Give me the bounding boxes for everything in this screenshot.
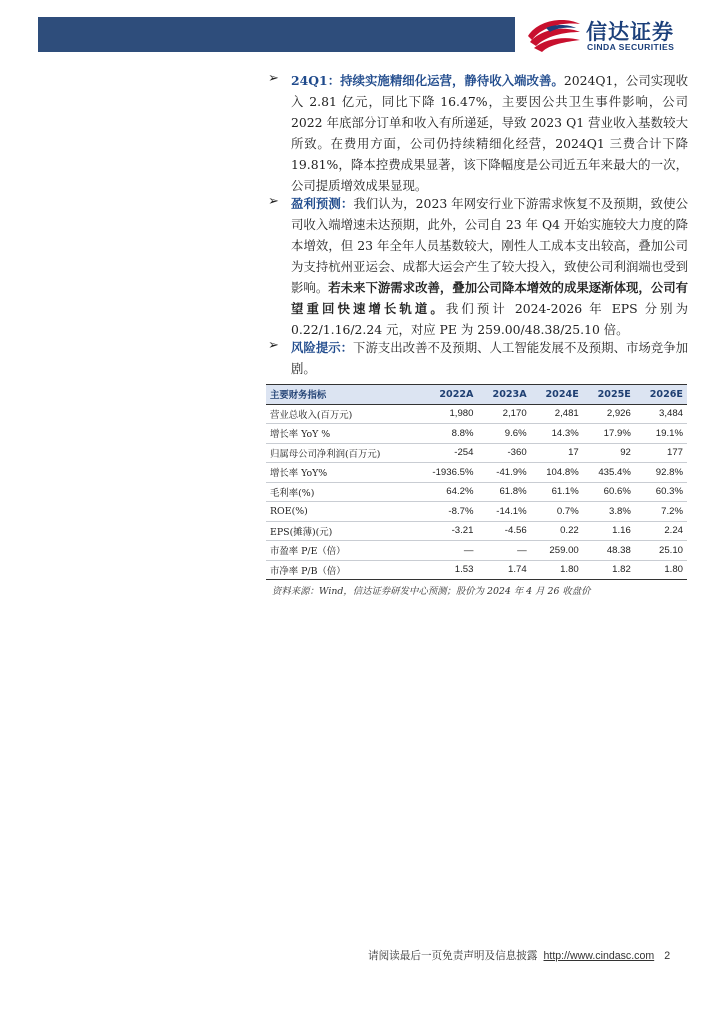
row-label: 增长率 YoY% [266, 463, 416, 483]
table-cell: 9.6% [477, 424, 530, 444]
table-row [266, 502, 687, 522]
row-label: EPS(摊薄)(元) [266, 521, 416, 541]
table-cell: 435.4% [583, 463, 635, 483]
bullet-title: 24Q1：持续实施精细化运营，静待收入端改善。 [291, 73, 564, 88]
table-cell: 177 [635, 443, 687, 463]
table-header-cell: 2026E [635, 385, 687, 405]
table-cell: 19.1% [635, 424, 687, 444]
table-row [266, 541, 687, 561]
table-cell: 1,980 [416, 404, 478, 424]
table-cell: 60.3% [635, 482, 687, 502]
bullet-text [291, 70, 688, 196]
table-cell: 1.80 [531, 560, 583, 580]
table-cell: 0.7% [531, 502, 583, 522]
table-cell: 14.3% [531, 424, 583, 444]
bullet-body: 下游支出改善不及预期、人工智能发展不及预期、市场竞争加剧。 [291, 340, 689, 376]
disclaimer-notice: 请阅读最后一页免责声明及信息披露 [368, 950, 538, 962]
row-label: 归属母公司净利润(百万元) [266, 443, 416, 463]
table-header-cell: 2023A [477, 385, 530, 405]
bullet-tail: 我们预计 2024-2026 年 EPS 分别为 0.22/1.16/2.24 元，对应 PE 为 259.00/48.38/25.10 倍。 [291, 301, 688, 337]
row-label: 市净率 P/B（倍） [266, 560, 416, 580]
table-cell: 92 [583, 443, 635, 463]
table-row [266, 424, 687, 444]
bullet-text [291, 337, 688, 379]
arrow-bullet-icon: ➢ [268, 71, 279, 86]
table-cell: 60.6% [583, 482, 635, 502]
table-cell: 2,926 [583, 404, 635, 424]
table-cell: 1.82 [583, 560, 635, 580]
cinda-logo-icon [524, 14, 582, 54]
data-source-note: 资料来源：Wind，信达证券研发中心预测；股价为 2024 年 4 月 26 收盘价 [272, 586, 591, 597]
table-cell: 25.10 [635, 541, 687, 561]
brand-name-en: CINDA SECURITIES [587, 42, 675, 52]
table-cell: -14.1% [477, 502, 530, 522]
bullet-body: 2024Q1，公司实现收入 2.81 亿元，同比下降 16.47%，主要因公共卫生事件影响，公司 2022 年底部分订单和收入有所递延，导致 2023 Q1 营业收入基数较大所致。在费用方面，公司仍持续精细化经营，2024Q1 三费合计下降 19.81%，降本控费成果显著，该下降幅度是公司近五年来最大的一次，公司提质增效成果显现。 [291, 73, 688, 193]
table-cell: 0.22 [531, 521, 583, 541]
table-cell: 92.8% [635, 463, 687, 483]
table-cell: — [416, 541, 478, 561]
table-cell: 17.9% [583, 424, 635, 444]
table-cell: 7.2% [635, 502, 687, 522]
table-cell: 3,484 [635, 404, 687, 424]
table-cell: -1936.5% [416, 463, 478, 483]
table-cell: — [477, 541, 530, 561]
table-cell: 1.74 [477, 560, 530, 580]
row-label: 毛利率(%) [266, 482, 416, 502]
table-cell: 2.24 [635, 521, 687, 541]
arrow-bullet-icon: ➢ [268, 338, 279, 353]
table-cell: -254 [416, 443, 478, 463]
table-cell: 104.8% [531, 463, 583, 483]
table-cell: -8.7% [416, 502, 478, 522]
table-row [266, 560, 687, 580]
brand-logo [524, 14, 704, 54]
website-link[interactable]: http://www.cindasc.com [543, 950, 655, 962]
table-cell: -360 [477, 443, 530, 463]
table-row [266, 521, 687, 541]
table-header-cell: 2025E [583, 385, 635, 405]
table-cell: 61.1% [531, 482, 583, 502]
table-cell: 1.80 [635, 560, 687, 580]
table-cell: 3.8% [583, 502, 635, 522]
table-cell: 2,481 [531, 404, 583, 424]
page-footer [368, 948, 670, 963]
table-cell: 61.8% [477, 482, 530, 502]
header-band [38, 17, 515, 52]
brand-name-cn: 信达证券 [586, 20, 674, 44]
table-row [266, 404, 687, 424]
table-cell: -41.9% [477, 463, 530, 483]
table-cell: 2,170 [477, 404, 530, 424]
table-cell: 8.8% [416, 424, 478, 444]
table-cell: -4.56 [477, 521, 530, 541]
bullet-body: 我们认为，2023 年网安行业下游需求恢复不及预期，致使公司收入端增速未达预期，此外，公司自 23 年 Q4 开始实施较大力度的降本增效，但 23 年全年人员基数较大，刚性人工成本支出较高，叠加公司为支持杭州亚运会、成都大运会产生了较大投入，致使公司利润端也受到影响。 [291, 196, 689, 295]
table-cell: 17 [531, 443, 583, 463]
table-row [266, 482, 687, 502]
row-label: 市盈率 P/E（倍） [266, 541, 416, 561]
page-number: 2 [664, 950, 671, 962]
table-cell: -3.21 [416, 521, 478, 541]
bullet-text [291, 193, 688, 340]
table-cell: 259.00 [531, 541, 583, 561]
row-label: 营业总收入(百万元) [266, 404, 416, 424]
table-cell: 64.2% [416, 482, 478, 502]
bullet-emphasis: 若未来下游需求改善，叠加公司降本增效的成果逐渐体现，公司有望重回快速增长轨道。 [291, 280, 689, 316]
table-cell: 1.16 [583, 521, 635, 541]
bullet-title: 盈利预测： [291, 196, 354, 211]
table-cell: 48.38 [583, 541, 635, 561]
table-header-cell: 2024E [531, 385, 583, 405]
row-label: 增长率 YoY % [266, 424, 416, 444]
table-header-cell: 2022A [416, 385, 478, 405]
row-label: ROE(%) [266, 502, 416, 522]
financial-metrics-table [266, 384, 687, 580]
bullet-title: 风险提示： [291, 340, 354, 355]
table-header-cell: 主要财务指标 [266, 385, 416, 405]
table-row [266, 443, 687, 463]
table-header-row [266, 385, 687, 405]
table-row [266, 463, 687, 483]
arrow-bullet-icon: ➢ [268, 194, 279, 209]
table-cell: 1.53 [416, 560, 478, 580]
